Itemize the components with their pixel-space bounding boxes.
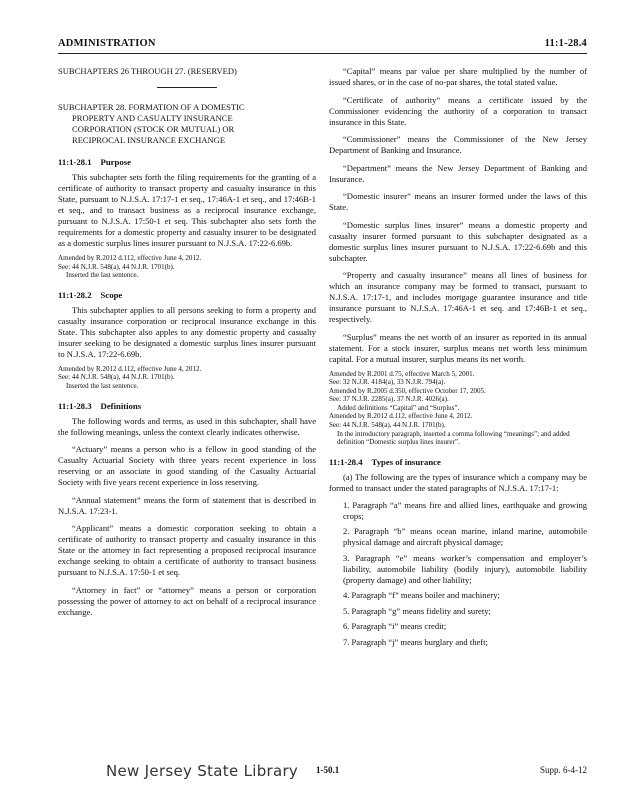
page-number: 1-50.1 bbox=[316, 765, 340, 775]
section-number: 11:1-28.2 bbox=[58, 289, 92, 300]
library-watermark: New Jersey State Library bbox=[106, 762, 299, 780]
purpose-body: This subchapter sets forth the filing requirements for the granting of a certificate of authority to transact property and casualty insurance in this State, pursuant to N.J.S.A. 17:17-1 et seq., 17:46A-1 et seq., and 17:46B-1 et seq., and to transact business as a reciprocal insurance exchange, pursuant to N.J.S.A. 17:50-1 et seq. This subchapter also sets forth the requirements for a domestic property and casualty insurer to be designated as a domestic surplus lines insurer pursuant to N.J.S.A. 17:22-6.69b. bbox=[58, 172, 316, 248]
history-line: Inserted the last sentence. bbox=[66, 271, 139, 280]
subchapter-28-line4: RECIPROCAL INSURANCE EXCHANGE bbox=[72, 135, 226, 145]
subchapter-28-heading bbox=[58, 102, 316, 146]
history-line: Inserted the last sentence. bbox=[66, 381, 139, 390]
section-title: Purpose bbox=[100, 157, 131, 167]
subchapter-28-line3: CORPORATION (STOCK OR MUTUAL) OR bbox=[72, 124, 235, 134]
history-line: Amended by R.2001 d.75, effective March 5, 2001. bbox=[329, 369, 475, 378]
purpose-history bbox=[58, 254, 316, 280]
types-intro: (a) The following are the types of insurance which a company may be formed to transact under the stated paragraphs of N.J.S.A. 17:17-1: bbox=[329, 471, 587, 493]
history-line: Added definitions “Capital” and “Surplus”. bbox=[337, 403, 460, 412]
list-item: 1. Paragraph “a” means fire and allied lines, earthquake and growing crops; bbox=[343, 499, 587, 521]
definition-applicant: “Applicant” means a domestic corporation seeking to obtain a certificate of authority to transact property and casualty insurance in this State or the attorney in fact representing a proposed reciprocal insurance exchange seeking to obtain a certificate of authority to transact business pursuant to N.J.S.A. 17:50-1 et seq. bbox=[58, 523, 316, 578]
section-heading-scope bbox=[58, 290, 316, 301]
history-line: See: 44 N.J.R. 548(a), 44 N.J.R. 1701(b). bbox=[58, 262, 175, 271]
definitions-history bbox=[329, 370, 587, 447]
subchapters-reserved-heading: SUBCHAPTERS 26 THROUGH 27. (RESERVED) bbox=[58, 66, 237, 76]
definition-actuary: “Actuary” means a person who is a fellow in good standing of the Casualty Actuarial Society with three years recent experience in loss reserving or an associate in good standing of the Casualty Actuarial Society with five years recent experience in loss reserving. bbox=[58, 444, 316, 488]
list-item: 6. Paragraph “i” means credit; bbox=[343, 621, 447, 632]
history-line: Amended by R.2012 d.112, effective June 4, 2012. bbox=[58, 254, 202, 262]
definition-domestic-insurer: “Domestic insurer” means an insurer formed under the laws of this State. bbox=[329, 191, 587, 212]
section-number: 11:1-28.3 bbox=[58, 400, 92, 411]
scope-body: This subchapter applies to all persons seeking to form a property and casualty insurance corporation or reciprocal insurance exchange in this State. This subchapter also apples to any domestic property and casualty insurer seeking to be designated a domestic surplus lines insurer pursuant to N.J.S.A. 17:22-6.69b. bbox=[58, 304, 316, 359]
list-item: 4. Paragraph “f” means boiler and machinery; bbox=[343, 590, 500, 601]
history-line: Amended by R.2012 d.112, effective June 4, 2012. bbox=[329, 412, 473, 421]
header-title: ADMINISTRATION bbox=[58, 38, 156, 49]
section-number: 11:1-28.4 bbox=[329, 456, 363, 467]
right-column bbox=[329, 66, 587, 648]
list-item: 7. Paragraph “j” means burglary and theft; bbox=[343, 636, 488, 647]
supplement-date: Supp. 6-4-12 bbox=[540, 765, 587, 775]
definition-department: “Department” means the New Jersey Department of Banking and Insurance. bbox=[329, 162, 587, 184]
list-item: 5. Paragraph “g” means fidelity and surety; bbox=[343, 605, 491, 616]
definition-domestic-surplus-lines-insurer: “Domestic surplus lines insurer” means a domestic property and casualty insurer formed pursuant to this subchapter designated as a domestic surplus lines insurer pursuant to N.J.S.A. 17:22-6.69b and this subchapter. bbox=[329, 219, 587, 263]
types-list bbox=[329, 500, 587, 648]
scope-history bbox=[58, 365, 316, 391]
list-item: 3. Paragraph “e” means worker’s compensation and employer’s liability, automobile liability (bodily injury), automobile liability (property damage) and other liability; bbox=[343, 552, 587, 585]
definition-annual-statement: “Annual statement” means the form of statement that is described in N.J.S.A. 17:23-1. bbox=[58, 494, 316, 516]
section-title: Types of insurance bbox=[371, 456, 441, 467]
list-item: 2. Paragraph “b” means ocean marine, inland marine, automobile physical damage and aircraft physical damage; bbox=[343, 526, 587, 548]
section-title: Scope bbox=[100, 289, 123, 300]
definition-capital: “Capital” means par value per share multiplied by the number of issued shares, or in the case of no-par shares, the total stated value. bbox=[329, 66, 587, 87]
definitions-intro: The following words and terms, as used in this subchapter, shall have the following meanings, unless the context clearly indicates otherwise. bbox=[58, 415, 316, 437]
section-number: 11:1-28.1 bbox=[58, 157, 92, 167]
section-heading-purpose bbox=[58, 157, 316, 168]
history-line: Amended by R.2012 d.112, effective June 4, 2012. bbox=[58, 364, 202, 373]
history-line: See: 44 N.J.R. 548(a), 44 N.J.R. 1701(b). bbox=[58, 373, 175, 382]
section-title: Definitions bbox=[100, 400, 142, 411]
history-line: See: 44 N.J.R. 548(a), 44 N.J.R. 1701(b). bbox=[329, 421, 446, 430]
definition-surplus: “Surplus” means the net worth of an insurer as reported in its annual statement. For a stock insurer, surplus means net worth less minimum capital. For a mutual insurer, surplus means its net worth. bbox=[329, 331, 587, 364]
history-line: In the introductory paragraph, inserted a comma following “meanings”; and added definition “Domestic surplus lines insurer”. bbox=[337, 429, 570, 447]
definition-commissioner: “Commissioner” means the Commissioner of the New Jersey Department of Banking and Insurance. bbox=[329, 134, 587, 155]
definition-certificate-of-authority: “Certificate of authority” means a certificate issued by the Commissioner evidencing the authority of a corporation to transact insurance in this State. bbox=[329, 94, 587, 127]
section-heading-definitions bbox=[58, 401, 316, 412]
running-header bbox=[58, 38, 587, 54]
section-heading-types bbox=[329, 457, 587, 468]
history-line: See: 37 N.J.R. 2285(a), 37 N.J.R. 4026(a). bbox=[329, 395, 449, 404]
subchapter-28-line1: SUBCHAPTER 28. FORMATION OF A DOMESTIC bbox=[58, 102, 245, 112]
history-line: Amended by R.2005 d.350, effective October 17, 2005. bbox=[329, 386, 486, 395]
header-rule bbox=[58, 53, 587, 54]
definition-property-casualty: “Property and casualty insurance” means all lines of business for which an insurance company may be formed to transact, pursuant to N.J.S.A. 17:17-1, and includes mortgage guarantee insurance and title insurance pursuant to N.J.S.A. 17:46A-1 et seq. and 17:46B-1 et seq., respectively. bbox=[329, 270, 587, 324]
header-section-range: 11:1-28.4 bbox=[544, 38, 587, 49]
left-column bbox=[58, 66, 316, 618]
divider bbox=[157, 87, 217, 88]
history-line: See: 32 N.J.R. 4184(a), 33 N.J.R. 794(a). bbox=[329, 378, 446, 387]
subchapter-28-line2: PROPERTY AND CASUALTY INSURANCE bbox=[72, 113, 233, 123]
definition-attorney-in-fact: “Attorney in fact” or “attorney” means a person or corporation possessing the power of attorney to act on behalf of a reciprocal insurance exchange. bbox=[58, 584, 316, 617]
page-footer bbox=[58, 762, 587, 782]
